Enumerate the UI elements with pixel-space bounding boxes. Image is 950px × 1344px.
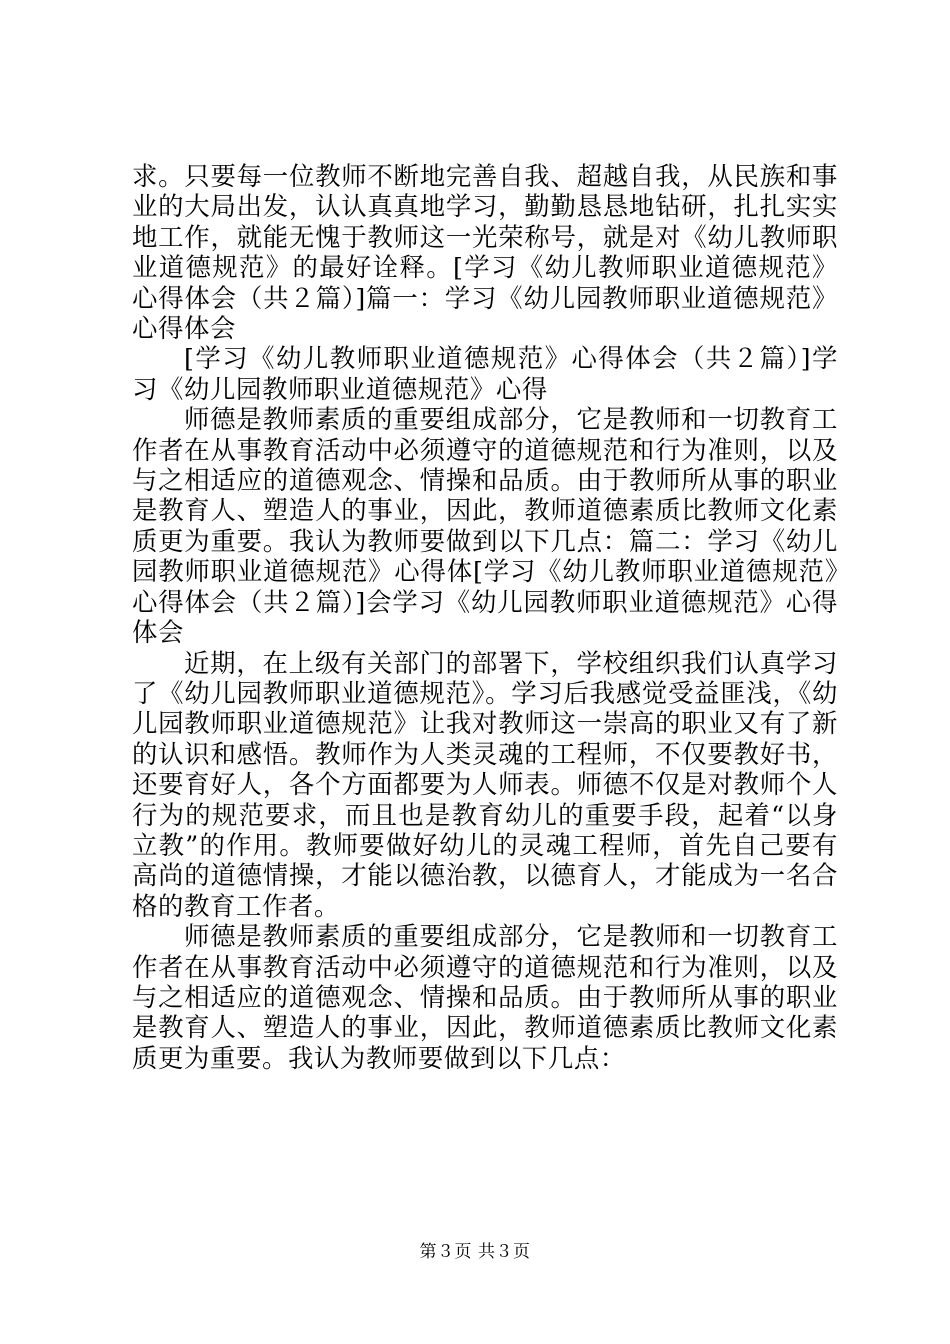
page-number: 第３页 共３页 — [419, 1242, 531, 1262]
paragraph-teacher-ethics-repeat: 师德是教师素质的重要组成部分，它是教师和一切教育工作者在从事教育活动中必须遵守的道德规范和行为准则，以及与之相适应的道德观念、情操和品质。由于教师所从事的职业是教育人、塑造人的事业，因此，教师道德素质比教师文化素质更为重要。我认为教师要做到以下几点： — [132, 921, 838, 1073]
paragraph-teacher-ethics-intro: 师德是教师素质的重要组成部分，它是教师和一切教育工作者在从事教育活动中必须遵守的道德规范和行为准则，以及与之相适应的道德观念、情操和品质。由于教师所从事的职业是教育人、塑造人的事业，因此，教师道德素质比教师文化素质更为重要。我认为教师要做到以下几点：篇二：学习《幼儿园教师职业道德规范》心得体[学习《幼儿教师职业道德规范》心得体会（共２篇）]会学习《幼儿园教师职业道德规范》心得体会 — [132, 404, 838, 648]
paragraph-heading-reference: [学习《幼儿教师职业道德规范》心得体会（共２篇）]学习《幼儿园教师职业道德规范》心得 — [132, 343, 838, 404]
paragraph-continuation: 求。只要每一位教师不断地完善自我、超越自我，从民族和事业的大局出发，认认真真地学习，勤勤恳恳地钻研，扎扎实实地工作，就能无愧于教师这一光荣称号，就是对《幼儿教师职业道德规范》的最好诠释。[学习《幼儿教师职业道德规范》心得体会（共２篇）]篇一：学习《幼儿园教师职业道德规范》心得体会 — [132, 161, 838, 344]
paragraph-recent-study: 近期，在上级有关部门的部署下，学校组织我们认真学习了《幼儿园教师职业道德规范》。学习后我感觉受益匪浅，《幼儿园教师职业道德规范》让我对教师这一崇高的职业又有了新的认识和感悟。教师作为人类灵魂的工程师，不仅要教好书，还要育好人，各个方面都要为人师表。师德不仅是对教师个人行为的规范要求，而且也是教育幼儿的重要手段，起着“以身立教”的作用。教师要做好幼儿的灵魂工程师，首先自己要有高尚的道德情操，才能以德治教，以德育人，才能成为一名合格的教育工作者。 — [132, 647, 838, 921]
document-body — [132, 161, 838, 1073]
